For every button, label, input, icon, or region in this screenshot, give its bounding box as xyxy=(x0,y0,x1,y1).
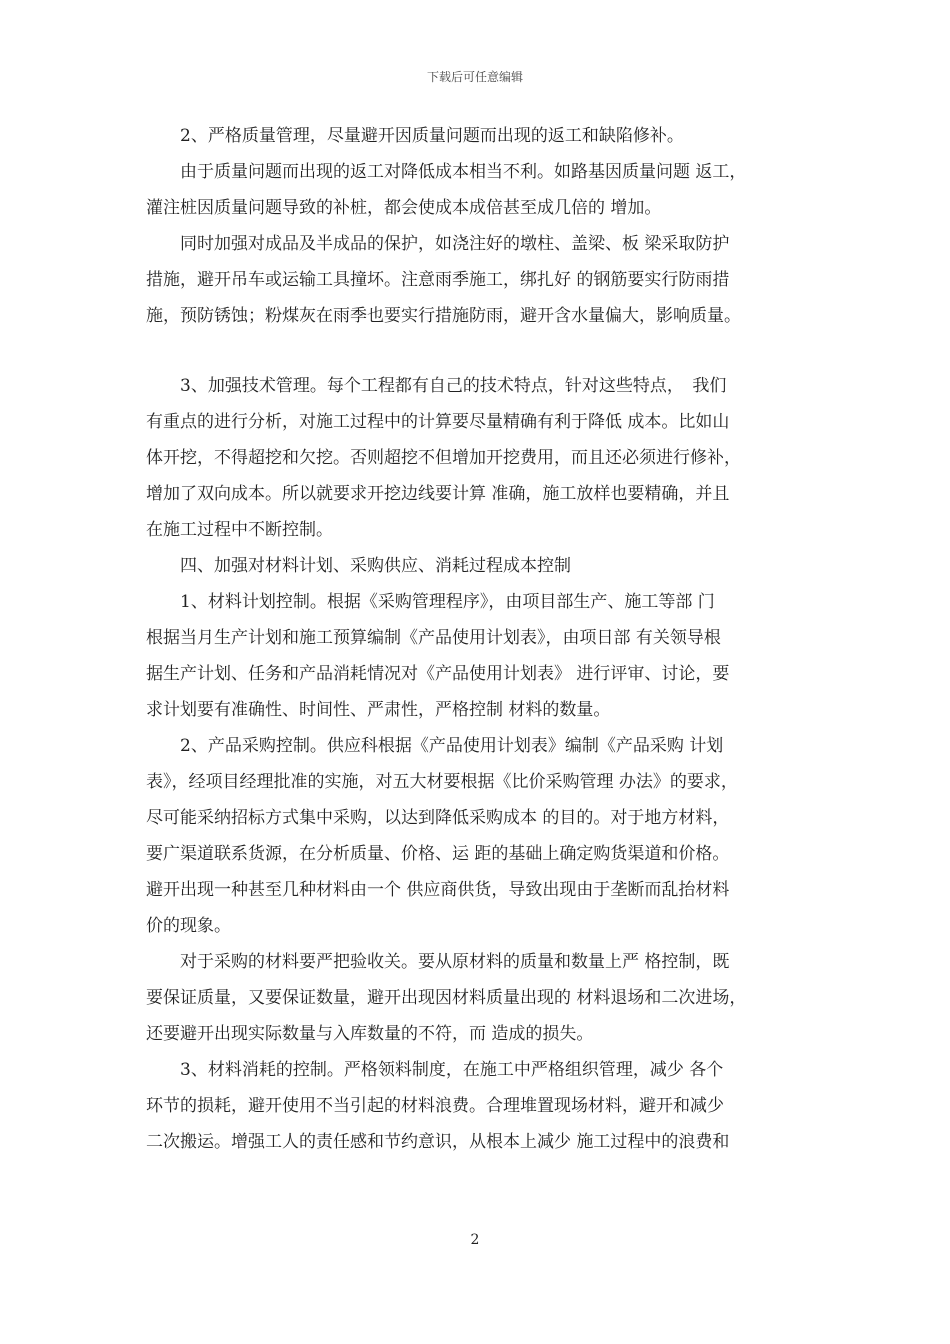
text-line: 在施工过程中不断控制。 xyxy=(146,520,333,540)
text-line: 增加了双向成本。所以就要求开挖边线要计算 准确，施工放样也要精确，并且 xyxy=(146,484,730,504)
text-line: 由于质量问题而出现的返工对降低成本相当不利。如路基因质量问题 返工， xyxy=(146,162,747,182)
paragraph-gap xyxy=(146,334,822,368)
text-line: 表》，经项目经理批准的实施，对五大材要根据《比价采购管理 办法》的要求， xyxy=(146,772,738,792)
text-line: 3、加强技术管理。每个工程都有自己的技术特点，针对这些特点， 我们 xyxy=(146,376,727,396)
text-line: 灌注桩因质量问题导致的补桩，都会使成本成倍甚至成几倍的 增加。 xyxy=(146,198,662,218)
text-line: 施，预防锈蚀；粉煤灰在雨季也要实行措施防雨，避开含水量偏大，影响质量。 xyxy=(146,306,741,326)
text-line: 根据当月生产计划和施工预算编制《产品使用计划表》，由项日部 有关领导根 xyxy=(146,628,721,648)
text-line: 2、产品采购控制。供应科根据《产品使用计划表》编制《产品采购 计划 xyxy=(146,736,724,756)
text-line: 对于采购的材料要严把验收关。要从原材料的质量和数量上严 格控制，既 xyxy=(146,952,730,972)
text-line: 1、材料计划控制。根据《采购管理程序》，由项目部生产、施工等部 门 xyxy=(146,592,715,612)
text-line: 要保证质量，又要保证数量，避开出现因材料质量出现的 材料退场和二次进场， xyxy=(146,988,747,1008)
document-body xyxy=(146,118,822,1160)
text-line: 同时加强对成品及半成品的保护，如浇注好的墩柱、盖梁、板 梁采取防护 xyxy=(146,234,730,254)
section-heading: 四、加强对材料计划、采购供应、消耗过程成本控制 xyxy=(146,556,571,576)
text-line: 环节的损耗，避开使用不当引起的材料浪费。合理堆置现场材料，避开和减少 xyxy=(146,1096,724,1116)
page-number: 2 xyxy=(470,1232,480,1248)
text-line: 二次搬运。增强工人的责任感和节约意识，从根本上减少 施工过程中的浪费和 xyxy=(146,1132,730,1152)
text-line: 有重点的进行分析，对施工过程中的计算要尽量精确有利于降低 成本。比如山 xyxy=(146,412,730,432)
text-line: 2、严格质量管理，尽量避开因质量问题而出现的返工和缺陷修补。 xyxy=(146,126,684,146)
text-line: 求计划要有准确性、时间性、严肃性，严格控制 材料的数量。 xyxy=(146,700,611,720)
text-line: 尽可能采纳招标方式集中采购，以达到降低采购成本 的目的。对于地方材料， xyxy=(146,808,730,828)
text-line: 还要避开出现实际数量与入库数量的不符，而 造成的损失。 xyxy=(146,1024,594,1044)
text-line: 措施，避开吊车或运输工具撞坏。注意雨季施工，绑扎好 的钢筋要实行防雨措 xyxy=(146,270,730,290)
text-line: 据生产计划、任务和产品消耗情况对《产品使用计划表》 进行评审、讨论，要 xyxy=(146,664,730,684)
text-line: 3、材料消耗的控制。严格领料制度，在施工中严格组织管理，减少 各个 xyxy=(146,1060,724,1080)
text-line: 要广渠道联系货源，在分析质量、价格、运 距的基础上确定购货渠道和价格。 xyxy=(146,844,730,864)
text-line: 体开挖，不得超挖和欠挖。否则超挖不但增加开挖费用，而且还必须进行修补， xyxy=(146,448,741,468)
page-header: 下载后可任意编辑 xyxy=(426,70,523,84)
text-line: 避开出现一种甚至几种材料由一个 供应商供货，导致出现由于垄断而乱抬材料 xyxy=(146,880,730,900)
text-line: 价的现象。 xyxy=(146,916,231,936)
